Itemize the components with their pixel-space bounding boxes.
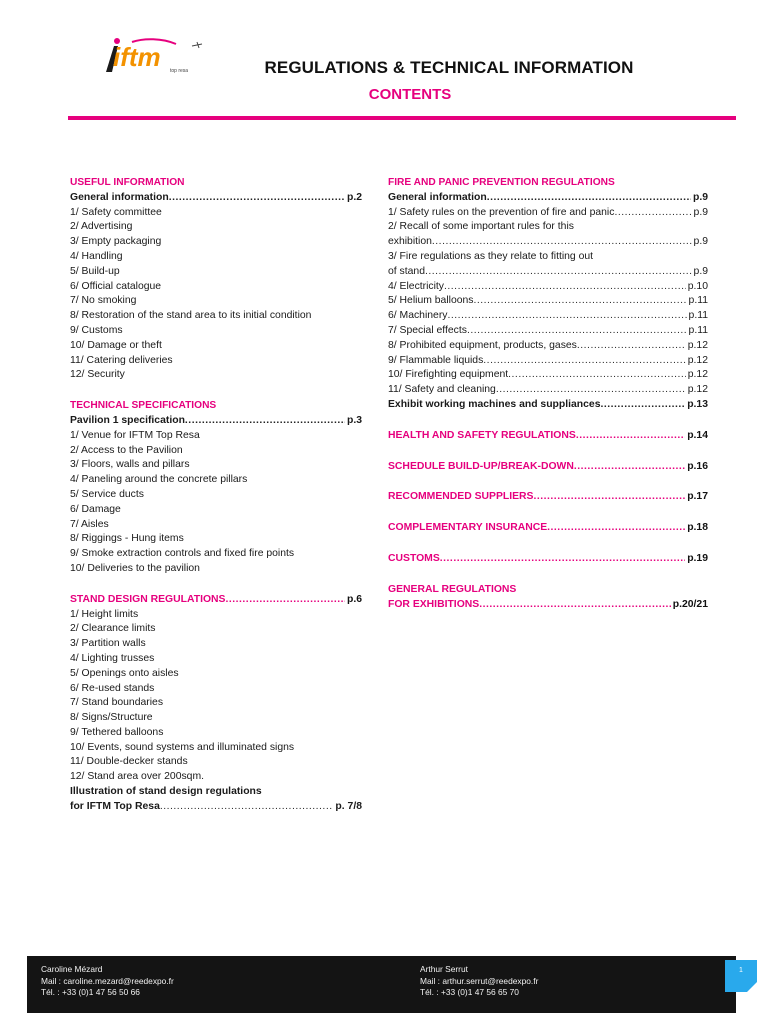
technical-item[interactable]: 6/ Damage xyxy=(70,503,121,515)
contents-right-column xyxy=(388,176,708,612)
contact-arthur xyxy=(420,964,538,999)
stand-items-list xyxy=(70,608,362,786)
toc-entry-pavilion-specification[interactable]: Pavilion 1 specification ..... p.3 xyxy=(70,414,362,429)
contents-left-column xyxy=(70,176,362,815)
technical-item[interactable]: 5/ Service ducts xyxy=(70,488,144,500)
stand-item[interactable]: 8/ Signs/Structure xyxy=(70,712,153,724)
toc-entry-fire-4[interactable]: 4/ Electricity ..... p.10 xyxy=(388,280,708,295)
stand-item[interactable]: 3/ Partition walls xyxy=(70,638,146,650)
toc-entry-illustration[interactable]: for IFTM Top Resa ..... p. 7/8 xyxy=(70,800,362,815)
technical-item[interactable]: 8/ Riggings - Hung items xyxy=(70,533,184,545)
stand-item[interactable]: 5/ Openings onto aisles xyxy=(70,667,179,679)
stand-item[interactable]: 12/ Stand area over 200sqm. xyxy=(70,771,205,783)
toc-entry-fire-11[interactable]: 11/ Safety and cleaning ..... p.12 xyxy=(388,383,708,398)
technical-item[interactable]: 9/ Smoke extraction controls and fixed fire points xyxy=(70,548,295,560)
toc-entry-health-safety[interactable]: HEALTH AND SAFETY REGULATIONS ..... p.14 xyxy=(388,429,708,444)
useful-item[interactable]: 3/ Empty packaging xyxy=(70,236,162,248)
toc-entry-fire-general[interactable]: General information ..... p.9 xyxy=(388,191,708,206)
toc-entry-fire-6[interactable]: 6/ Machinery ..... p.11 xyxy=(388,309,708,324)
toc-entry-fire-3-line1: 3/ Fire regulations as they relate to fitting out xyxy=(388,250,594,262)
toc-entry-fire-3[interactable]: of stand ..... p.9 xyxy=(388,265,708,280)
contact-mail[interactable]: Mail : caroline.mezard@reedexpo.fr xyxy=(41,975,174,986)
technical-item[interactable]: 3/ Floors, walls and pillars xyxy=(70,459,190,471)
contact-mail[interactable]: Mail : arthur.serrut@reedexpo.fr xyxy=(420,975,539,986)
toc-entry-fire-2[interactable]: exhibition ..... p.9 xyxy=(388,235,708,250)
useful-item[interactable]: 5/ Build-up xyxy=(70,265,120,277)
contact-tel: Tél. : +33 (0)1 47 56 50 66 xyxy=(41,987,140,997)
page-title: REGULATIONS & TECHNICAL INFORMATION xyxy=(264,58,634,77)
toc-entry-general-information[interactable]: General information ..... p.2 xyxy=(70,191,362,206)
technical-item[interactable]: 1/ Venue for IFTM Top Resa xyxy=(70,429,200,441)
useful-item[interactable]: 11/ Catering deliveries xyxy=(70,354,173,366)
useful-item[interactable]: 2/ Advertising xyxy=(70,221,133,233)
technical-item[interactable]: 10/ Deliveries to the pavilion xyxy=(70,562,200,574)
contact-name: Caroline Mézard xyxy=(41,964,103,974)
useful-items-list xyxy=(70,206,362,384)
useful-item[interactable]: 1/ Safety committee xyxy=(70,206,162,218)
stand-item[interactable]: 7/ Stand boundaries xyxy=(70,697,164,709)
toc-entry-fire-1[interactable]: 1/ Safety rules on the prevention of fire and panic ..... p.9 xyxy=(388,206,708,221)
header-divider xyxy=(68,116,736,120)
stand-item[interactable]: 9/ Tethered balloons xyxy=(70,726,164,738)
toc-entry-fire-5[interactable]: 5/ Helium balloons ..... p.11 xyxy=(388,294,708,309)
stand-item[interactable]: 11/ Double-decker stands xyxy=(70,756,188,768)
useful-item[interactable]: 6/ Official catalogue xyxy=(70,280,162,292)
logo-subtext: top resa xyxy=(170,68,189,74)
section-title-fire: FIRE AND PANIC PREVENTION REGULATIONS xyxy=(388,177,615,188)
general-regulations-line1: GENERAL REGULATIONS xyxy=(388,583,517,595)
stand-item[interactable]: 6/ Re-used stands xyxy=(70,682,155,694)
toc-entry-general-regulations[interactable]: FOR EXHIBITIONS ..... p.20/21 xyxy=(388,598,708,613)
toc-entry-exhibit-machines[interactable]: Exhibit working machines and suppliances ..... p.13 xyxy=(388,398,708,413)
toc-entry-fire-7[interactable]: 7/ Special effects ..... p.11 xyxy=(388,324,708,339)
contact-tel: Tél. : +33 (0)1 47 56 65 70 xyxy=(420,987,519,997)
stand-item[interactable]: 10/ Events, sound systems and illuminated signs xyxy=(70,741,295,753)
technical-item[interactable]: 7/ Aisles xyxy=(70,518,109,530)
useful-item[interactable]: 12/ Security xyxy=(70,369,125,381)
toc-entry-customs[interactable]: CUSTOMS ..... p.19 xyxy=(388,552,708,567)
illustration-title: Illustration of stand design regulations xyxy=(70,786,262,798)
logo-text: iftm xyxy=(113,42,161,72)
section-title-technical: TECHNICAL SPECIFICATIONS xyxy=(70,400,217,412)
toc-entry-insurance[interactable]: COMPLEMENTARY INSURANCE ..... p.18 xyxy=(388,521,708,536)
toc-entry-stand-design[interactable]: STAND DESIGN REGULATIONS ..... p.6 xyxy=(70,593,362,608)
page-number-badge: 1 xyxy=(725,960,757,992)
toc-entry-suppliers[interactable]: RECOMMENDED SUPPLIERS ..... p.17 xyxy=(388,490,708,505)
footer-contacts xyxy=(27,956,736,1013)
toc-entry-fire-10[interactable]: 10/ Firefighting equipment ..... p.12 xyxy=(388,368,708,383)
contact-name: Arthur Serrut xyxy=(420,964,468,974)
technical-item[interactable]: 4/ Paneling around the concrete pillars xyxy=(70,474,248,486)
toc-entry-schedule[interactable]: SCHEDULE BUILD-UP/BREAK-DOWN ..... p.16 xyxy=(388,460,708,475)
technical-item[interactable]: 2/ Access to the Pavilion xyxy=(70,444,183,456)
toc-entry-fire-8[interactable]: 8/ Prohibited equipment, products, gases ..... p.12 xyxy=(388,339,708,354)
useful-item[interactable]: 7/ No smoking xyxy=(70,295,137,307)
toc-entry-fire-9[interactable]: 9/ Flammable liquids ..... p.12 xyxy=(388,354,708,369)
useful-item[interactable]: 8/ Restoration of the stand area to its initial condition xyxy=(70,310,312,322)
technical-items-list xyxy=(70,429,362,577)
stand-item[interactable]: 4/ Lighting trusses xyxy=(70,652,155,664)
useful-item[interactable]: 9/ Customs xyxy=(70,324,123,336)
toc-entry-fire-2-line1: 2/ Recall of some important rules for this xyxy=(388,221,574,233)
useful-item[interactable]: 10/ Damage or theft xyxy=(70,339,162,351)
section-title-useful: USEFUL INFORMATION xyxy=(70,177,185,188)
useful-item[interactable]: 4/ Handling xyxy=(70,250,123,262)
contact-caroline xyxy=(41,964,174,999)
stand-item[interactable]: 2/ Clearance limits xyxy=(70,623,156,635)
page-subtitle: CONTENTS xyxy=(368,86,452,103)
stand-item[interactable]: 1/ Height limits xyxy=(70,608,139,620)
